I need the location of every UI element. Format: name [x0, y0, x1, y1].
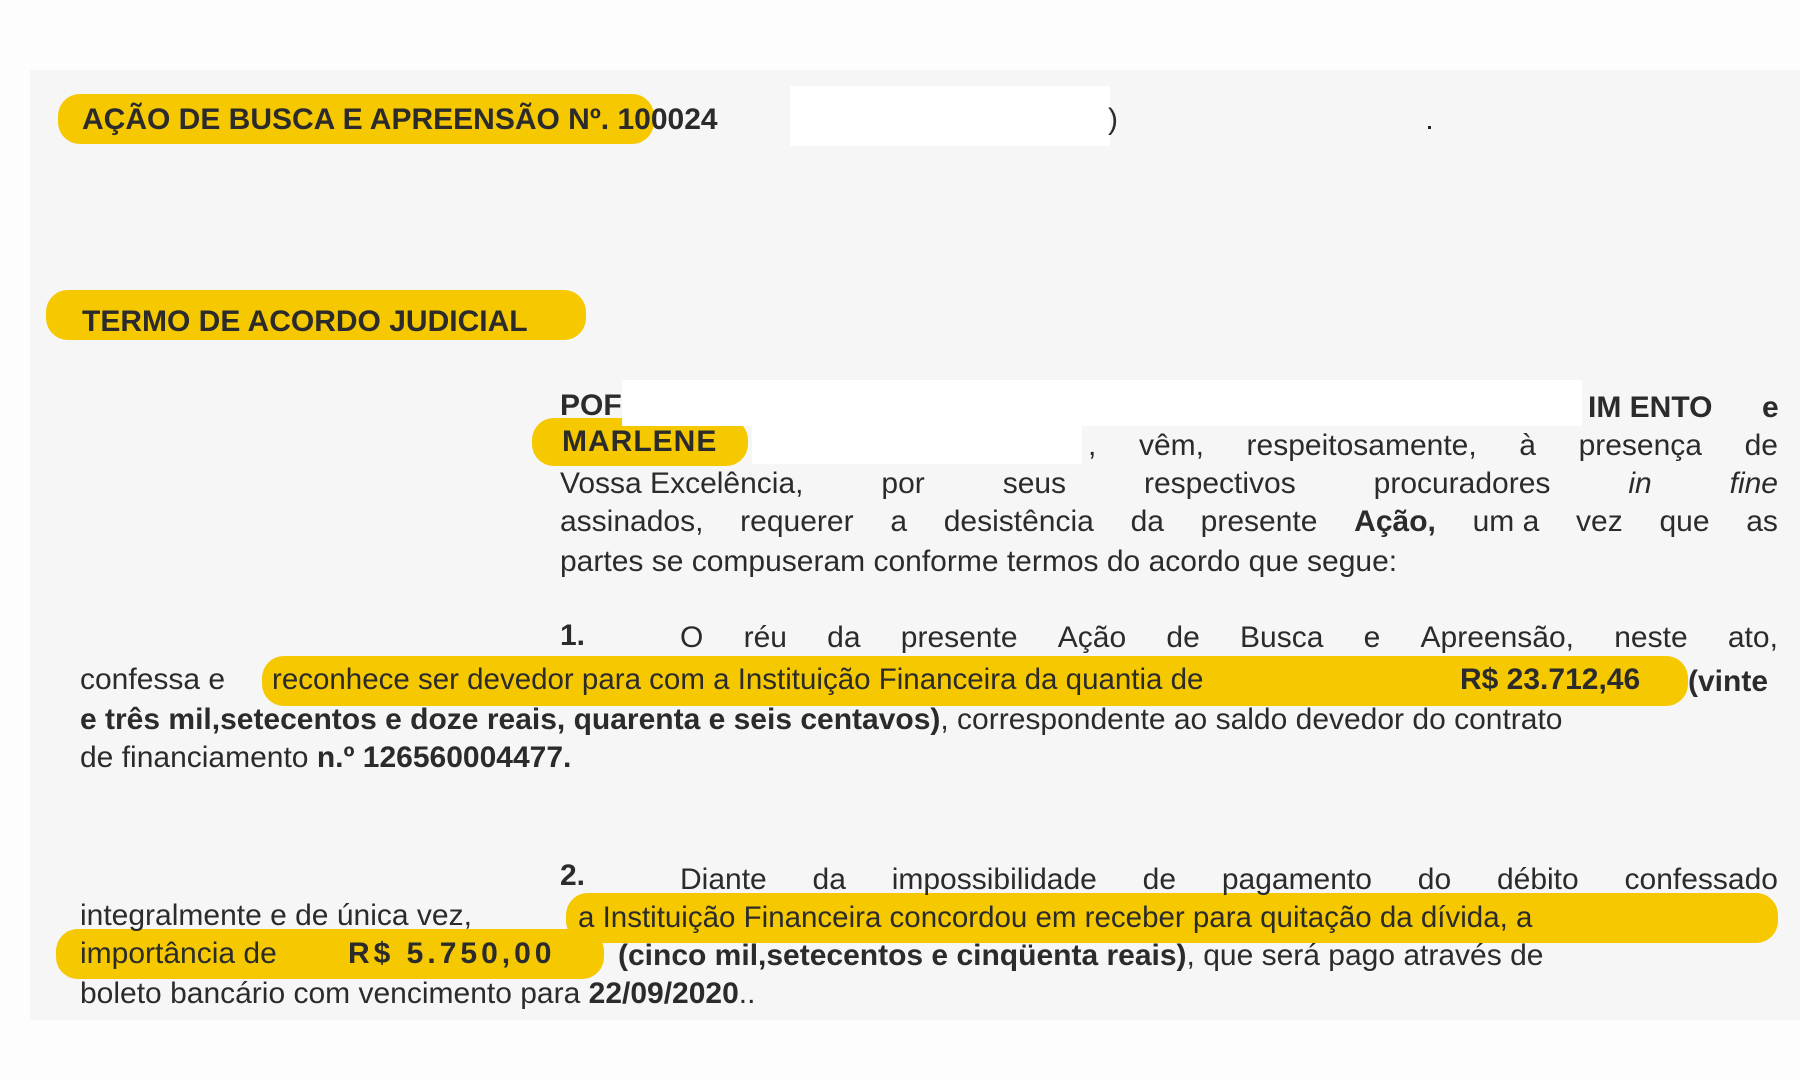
clause-word: da [812, 863, 846, 896]
case-title-tail [1108, 102, 1118, 138]
intro-word: presente [1200, 505, 1318, 538]
intro-word: desistência [943, 505, 1094, 538]
clause-1-recognition-text: reconhece ser devedor para com a Instituição Financeira da quantia de [272, 663, 1204, 696]
clause-2-number-text: 2. [560, 859, 586, 892]
settlement-amount: R$ 5.750,00 [348, 937, 556, 970]
clause-word: do [1417, 863, 1452, 896]
clause-2-amount [348, 936, 555, 972]
intro-word: seus [1002, 467, 1067, 500]
case-title-text: AÇÃO DE BUSCA E APREENSÃO Nº. 100024 [82, 103, 718, 136]
clause-word: impossibilidade [891, 863, 1097, 896]
intro-word: a [890, 505, 907, 538]
clause-word: Apreensão, [1420, 621, 1574, 654]
clause-2-importance-text: importância de [80, 937, 277, 970]
clause-1-line-2-tail [1688, 664, 1768, 700]
intro-word: vêm, [1138, 429, 1204, 462]
due-date: 22/09/2020 [588, 977, 739, 1010]
intro-party-fragment-left [560, 388, 622, 424]
intro-word: presença [1578, 429, 1702, 462]
clause-2-line-4-tail: .. [738, 977, 756, 1010]
intro-word: um a [1472, 505, 1540, 538]
clause-word: débito [1496, 863, 1579, 896]
case-title-tail-text: ) [1108, 103, 1118, 136]
intro-line-4 [560, 504, 1778, 540]
clause-word: ato, [1727, 621, 1778, 654]
clause-word: réu [743, 621, 787, 654]
clause-2-agreement-text: a Instituição Financeira concordou em receber para quitação da dívida, a [578, 901, 1533, 934]
clause-word: e [1363, 621, 1381, 654]
intro-word: assinados, [560, 505, 704, 538]
clause-word: pagamento [1221, 863, 1372, 896]
clause-2-line-2-highlighted [578, 900, 1532, 936]
defendant-name-text: MARLENE [562, 425, 718, 458]
intro-word: vez [1576, 505, 1623, 538]
intro-word-bold: Ação, [1354, 505, 1436, 538]
party-fragment-conjunction-text: e [1762, 391, 1779, 424]
document-title [82, 304, 528, 340]
settlement-amount-in-words: (cinco mil,setecentos e cinqüenta reais) [618, 939, 1187, 972]
clause-1-line-2-highlighted [272, 662, 1203, 698]
clause-2-number [560, 858, 585, 894]
intro-party-fragment-right [1588, 390, 1712, 426]
party-fragment-left-text: POF [560, 389, 622, 422]
clause-2-line-3-rest [618, 938, 1543, 974]
clause-word: da [827, 621, 861, 654]
clause-1-number-text: 1. [560, 619, 586, 652]
intro-word: por [881, 467, 925, 500]
intro-line-2 [1088, 428, 1778, 464]
clause-word: O [680, 621, 704, 654]
intro-word-italic: fine [1729, 467, 1778, 500]
clause-2-line-4-lead: boleto bancário com vencimento para [80, 977, 581, 1010]
intro-word: as [1746, 505, 1778, 538]
intro-word: procuradores [1373, 467, 1551, 500]
clause-1-line-4 [80, 740, 571, 776]
clause-1-line-3 [80, 702, 1562, 738]
intro-word-italic: in [1628, 467, 1652, 500]
intro-word: que [1659, 505, 1710, 538]
intro-word: , [1088, 429, 1097, 462]
clause-2-line-1 [680, 862, 1778, 898]
clause-1-number [560, 618, 585, 654]
case-title [82, 102, 718, 138]
intro-line-3 [560, 466, 1778, 502]
defendant-name [562, 424, 717, 460]
clause-word: Ação [1057, 621, 1127, 654]
clause-1-lead-text: confessa e [80, 663, 226, 696]
intro-word: respectivos [1143, 467, 1296, 500]
intro-word: à [1519, 429, 1536, 462]
intro-word: da [1130, 505, 1164, 538]
clause-1-line-1 [680, 620, 1778, 656]
clause-2-line-3-highlighted [80, 936, 277, 972]
clause-word: neste [1614, 621, 1688, 654]
redaction-defendant-surname [752, 418, 1082, 464]
clause-word: confessado [1624, 863, 1778, 896]
debt-amount-in-words: e três mil,setecentos e doze reais, quarenta e seis centavos) [80, 703, 941, 736]
clause-word: Diante [680, 863, 767, 896]
intro-line-5 [560, 544, 1397, 580]
clause-1-line-2-lead [80, 662, 225, 698]
document-title-text: TERMO DE ACORDO JUDICIAL [82, 305, 528, 338]
clause-word: Busca [1240, 621, 1324, 654]
clause-2-line-3-rest-text: , que será pago através de [1186, 939, 1544, 972]
intro-word: requerer [740, 505, 854, 538]
clause-1-line-4-lead: de financiamento [80, 741, 309, 774]
intro-line-5-text: partes se compuseram conforme termos do acordo que segue: [560, 545, 1398, 578]
clause-1-tail-text: (vinte [1688, 665, 1769, 698]
clause-1-line-3-rest: , correspondente ao saldo devedor do contrato [940, 703, 1563, 736]
scan-mark [1428, 126, 1431, 129]
clause-2-line-2-lead [80, 898, 472, 934]
clause-word: presente [900, 621, 1018, 654]
clause-1-amount [1460, 662, 1640, 698]
intro-word: respeitosamente, [1246, 429, 1477, 462]
intro-party-fragment-conjunction [1762, 390, 1779, 426]
contract-number: n.º 126560004477. [316, 741, 572, 774]
clause-word: de [1142, 863, 1177, 896]
party-fragment-right-text: IM ENTO [1588, 391, 1713, 424]
intro-word: Vossa Excelência, [560, 467, 804, 500]
debt-amount: R$ 23.712,46 [1460, 663, 1641, 696]
intro-word: de [1744, 429, 1778, 462]
clause-2-line-4 [80, 976, 755, 1012]
clause-2-lead-text: integralmente e de única vez, [80, 899, 472, 932]
redaction-case-number [790, 86, 1110, 146]
clause-word: de [1166, 621, 1200, 654]
